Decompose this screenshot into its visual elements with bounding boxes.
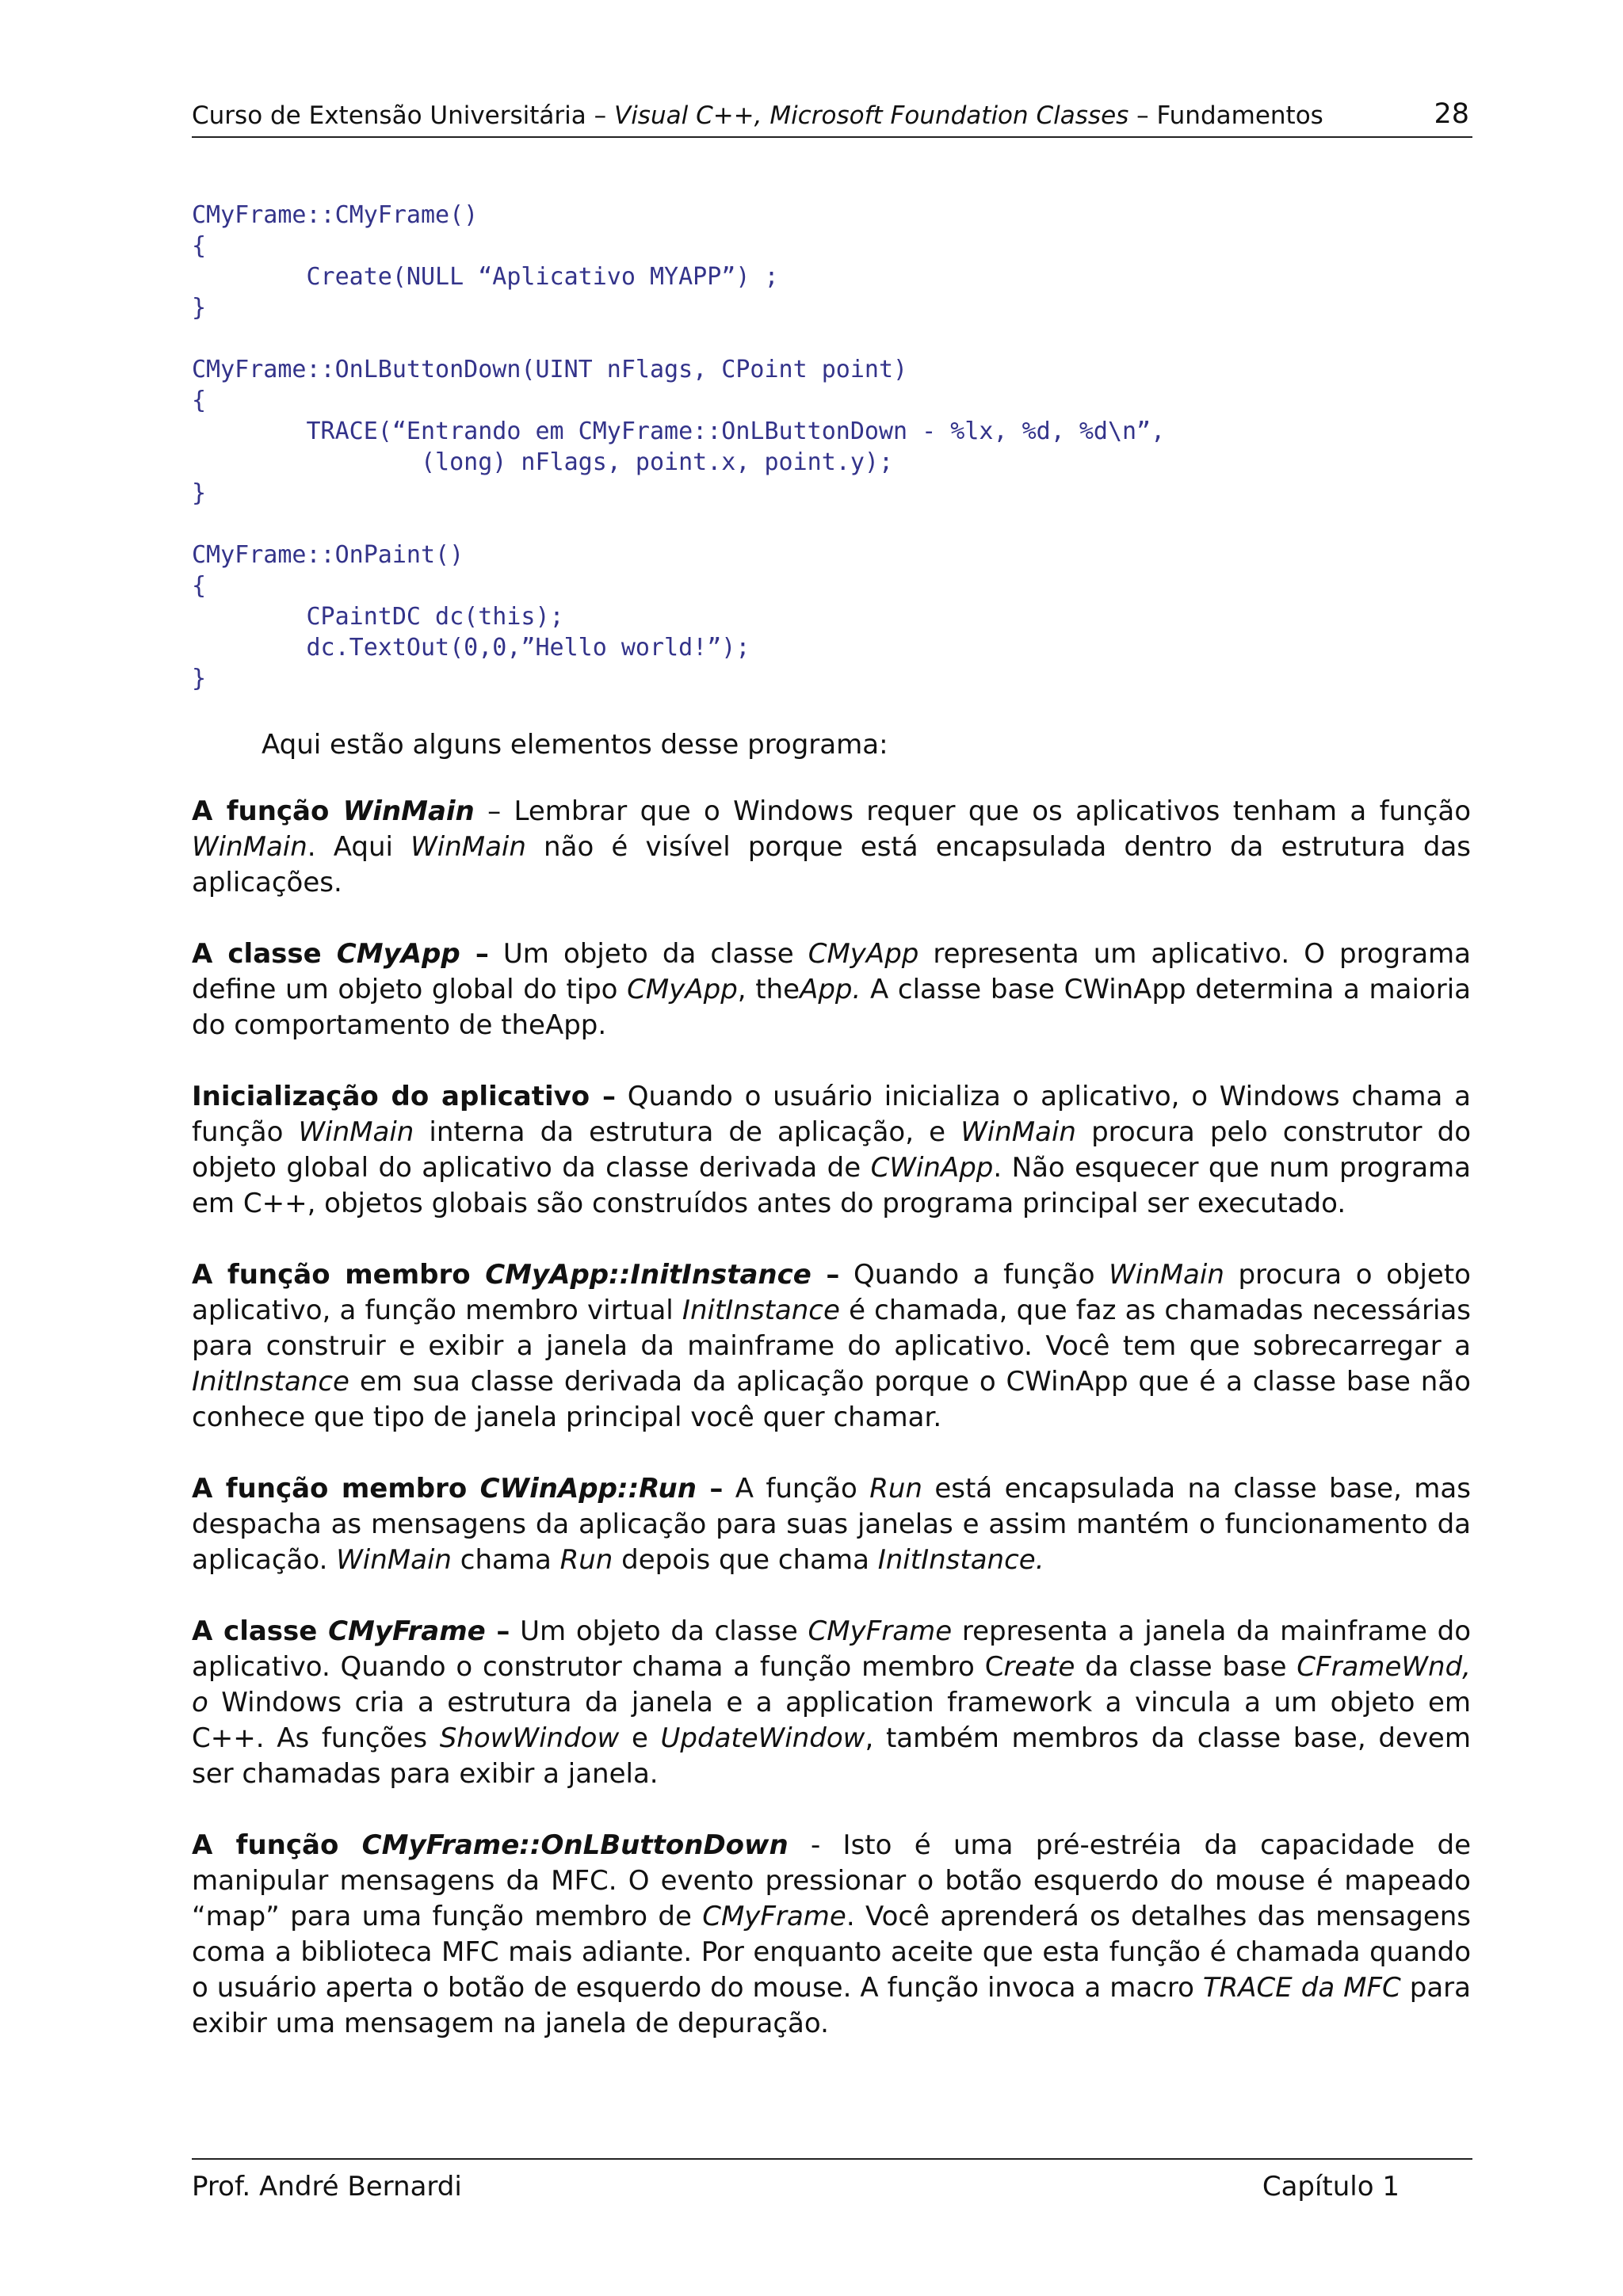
page-header bbox=[192, 97, 1472, 138]
code-line: { bbox=[192, 387, 207, 414]
paragraph-cmyframe: A classe CMyFrame – Um objeto da classe CMyFrame representa a janela da mainframe do aplicativo. Quando o construtor chama a função membro Create da classe base CFrameWnd, o Windows cria a estrutura da janela e a application framework a vincula a um objeto em C++. As funções ShowWindow e UpdateWindow, também membros da classe base, devem ser chamadas para exibir a janela. bbox=[192, 1615, 1471, 1790]
header-title-italic: Visual C++, Microsoft Foundation Classes bbox=[613, 101, 1129, 130]
code-line: CPaintDC dc(this); bbox=[192, 603, 564, 631]
page-number: 28 bbox=[1434, 98, 1469, 130]
code-line: dc.TextOut(0,0,”Hello world!”); bbox=[192, 634, 750, 662]
paragraph-heading: Inicialização do aplicativo – bbox=[192, 1081, 616, 1112]
intro-text: Aqui estão alguns elementos desse programa: bbox=[262, 729, 888, 761]
paragraph-heading: A função CMyFrame::OnLButtonDown bbox=[192, 1829, 789, 1861]
paragraph-initialization: Inicialização do aplicativo – Quando o usuário inicializa o aplicativo, o Windows chama a função WinMain interna da estrutura de aplicação, e WinMain procura pelo construtor do objeto global do aplicativo da classe derivada de CWinApp. Não esquecer que num programa em C++, objetos globais são construídos antes do programa principal ser executado. bbox=[192, 1081, 1472, 1219]
footer-author: Prof. André Bernardi bbox=[192, 2171, 462, 2203]
code-line: { bbox=[192, 572, 207, 600]
page-footer bbox=[192, 2158, 1472, 2203]
code-line: Create(NULL “Aplicativo MYAPP”) ; bbox=[192, 263, 779, 291]
paragraph-heading: A função membro CWinApp::Run – bbox=[192, 1473, 724, 1505]
code-line: { bbox=[192, 232, 207, 260]
code-line: CMyFrame::OnLButtonDown(UINT nFlags, CPoint point) bbox=[192, 356, 908, 383]
paragraph-onlbuttondown: A função CMyFrame::OnLButtonDown - Isto é uma pré-estréia da capacidade de manipular mensagens da MFC. O evento pressionar o botão esquerdo do mouse é mapeado “map” para uma função membro de CMyFrame. Você aprenderá os detalhes das mensagens coma a biblioteca MFC mais adiante. Por enquanto aceite que esta função é chamada quando o usuário aperta o botão de esquerdo do mouse. A função invoca a macro TRACE da MFC para exibir uma mensagem na janela de depuração. bbox=[192, 1829, 1471, 2039]
code-line: CMyFrame::OnPaint() bbox=[192, 541, 464, 569]
paragraph-heading: A classe CMyApp – bbox=[192, 938, 489, 970]
paragraph-heading: A função WinMain bbox=[192, 795, 475, 827]
code-line: } bbox=[192, 294, 207, 322]
paragraph-cmyapp: A classe CMyApp – Um objeto da classe CMyApp representa um aplicativo. O programa define um objeto global do tipo CMyApp, theApp. A classe base CWinApp determina a maioria do comportamento de theApp. bbox=[192, 938, 1472, 1041]
footer-chapter: Capítulo 1 bbox=[1262, 2171, 1400, 2203]
code-listing bbox=[192, 200, 1165, 725]
header-title-part1: Curso de Extensão Universitária – bbox=[192, 101, 614, 130]
code-block-constructor bbox=[192, 200, 1165, 323]
code-line: (long) nFlags, point.x, point.y); bbox=[192, 448, 894, 476]
code-line: } bbox=[192, 479, 207, 507]
header-title-part2: – Fundamentos bbox=[1128, 101, 1323, 130]
code-line: } bbox=[192, 665, 207, 692]
code-line: CMyFrame::CMyFrame() bbox=[192, 201, 479, 229]
paragraph-heading: A classe CMyFrame – bbox=[192, 1615, 510, 1647]
code-block-onpaint bbox=[192, 540, 1165, 694]
paragraph-heading: A função membro CMyApp::InitInstance – bbox=[192, 1259, 840, 1291]
paragraph-initinstance: A função membro CMyApp::InitInstance – Quando a função WinMain procura o objeto aplicativo, a função membro virtual InitInstance é chamada, que faz as chamadas necessárias para construir e exibir a janela da mainframe do aplicativo. Você tem que sobrecarregar a InitInstance em sua classe derivada da aplicação porque o CWinApp que é a classe base não conhece que tipo de janela principal você quer chamar. bbox=[192, 1259, 1471, 1433]
body-text bbox=[192, 794, 1471, 2077]
paragraph-winmain: A função WinMain – Lembrar que o Windows requer que os aplicativos tenham a função WinMain. Aqui WinMain não é visível porque está encapsulada dentro da estrutura das aplicações. bbox=[192, 795, 1471, 898]
paragraph-run: A função membro CWinApp::Run – A função Run está encapsulada na classe base, mas despacha as mensagens da aplicação para suas janelas e assim mantém o funcionamento da aplicação. WinMain chama Run depois que chama InitInstance. bbox=[192, 1473, 1471, 1576]
header-title bbox=[192, 101, 1323, 130]
code-block-onlbuttondown bbox=[192, 354, 1165, 509]
code-line: TRACE(“Entrando em CMyFrame::OnLButtonDown - %lx, %d, %d\n”, bbox=[192, 418, 1166, 445]
